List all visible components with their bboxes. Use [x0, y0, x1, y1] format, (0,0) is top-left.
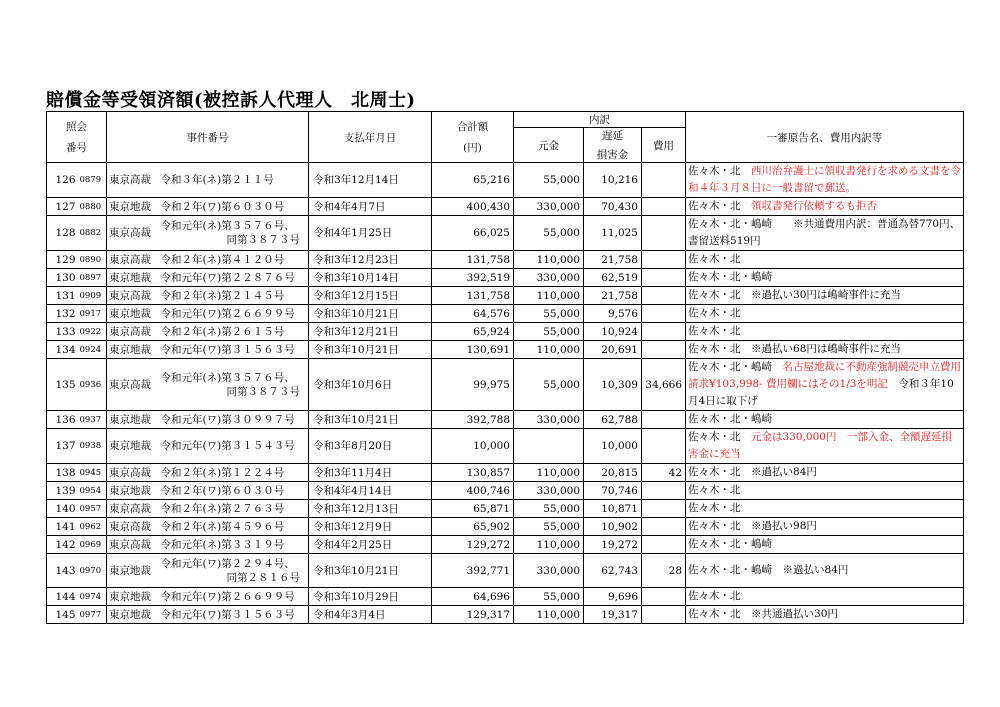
- row-delay-damages: 11,025: [584, 216, 642, 251]
- row-cost: [642, 536, 686, 554]
- row-case-number: [159, 216, 309, 251]
- row-cost: [642, 606, 686, 624]
- row-total: 130,691: [432, 341, 514, 359]
- row-cost: [642, 198, 686, 216]
- case-number-line1: 令和元年(ワ)第３１５４３号: [160, 440, 295, 452]
- table-row: [47, 606, 964, 624]
- case-number-line1: 令和２年(ワ)第６０３０号: [160, 200, 285, 213]
- row-court: 東京地裁: [107, 588, 159, 606]
- case-number-line1: 令和元年(ワ)第２２９４号、: [160, 557, 295, 570]
- row-delay-damages: 70,746: [584, 482, 642, 500]
- row-court: 東京地裁: [107, 606, 159, 624]
- row-court: 東京高裁: [107, 163, 159, 198]
- note-text: 佐々木・北: [688, 200, 752, 212]
- row-cost: [642, 287, 686, 305]
- row-delay-damages: 21,758: [584, 287, 642, 305]
- row-principal: 330,000: [514, 269, 584, 287]
- table-row: [47, 359, 964, 411]
- table-row: [47, 216, 964, 251]
- row-note: [686, 163, 964, 198]
- row-total: 130,857: [432, 464, 514, 482]
- row-case-number: [159, 588, 309, 606]
- note-text: 佐々木・北 ※共通過払い30円: [688, 608, 838, 620]
- row-delay-damages: 20,815: [584, 464, 642, 482]
- row-note: [686, 429, 964, 464]
- row-inquiry-code: 0954: [77, 482, 107, 500]
- header-breakdown: 内訳: [514, 112, 686, 128]
- case-number-line1: 令和２年(ネ)第４１２０号: [160, 253, 285, 266]
- row-note: [686, 251, 964, 269]
- row-note: [686, 323, 964, 341]
- table-row: [47, 536, 964, 554]
- row-case-number: [159, 606, 309, 624]
- row-total: 65,902: [432, 518, 514, 536]
- row-number: 142: [47, 536, 77, 554]
- header-total-line1: 合計額: [456, 121, 489, 133]
- row-court: 東京地裁: [107, 305, 159, 323]
- row-note: [686, 359, 964, 411]
- case-number-line1: 令和２年(ネ)第２７６３号: [160, 502, 285, 515]
- row-cost: [642, 518, 686, 536]
- row-inquiry-code: 0936: [77, 359, 107, 411]
- case-number-line1: 令和元年(ワ)第２６６９９号: [160, 590, 295, 603]
- case-number-line1: 令和３年(ネ)第２１１号: [160, 174, 274, 186]
- row-principal: 110,000: [514, 251, 584, 269]
- row-case-number: [159, 464, 309, 482]
- row-principal: 110,000: [514, 341, 584, 359]
- row-court: 東京高裁: [107, 323, 159, 341]
- note-text: 佐々木・北・嶋崎: [688, 538, 773, 550]
- row-cost: [642, 163, 686, 198]
- header-date: 支払年月日: [309, 112, 432, 163]
- row-inquiry-code: 0970: [77, 554, 107, 588]
- row-payment-date: 令和3年12月13日: [309, 500, 432, 518]
- row-total: 66,025: [432, 216, 514, 251]
- row-note: [686, 588, 964, 606]
- row-total: 129,317: [432, 606, 514, 624]
- row-number: 144: [47, 588, 77, 606]
- row-delay-damages: 20,691: [584, 341, 642, 359]
- row-total: 400,430: [432, 198, 514, 216]
- row-case-number: [159, 359, 309, 411]
- row-note: [686, 500, 964, 518]
- row-principal: 55,000: [514, 323, 584, 341]
- row-total: 131,758: [432, 287, 514, 305]
- header-principal: 元金: [514, 128, 584, 163]
- case-number-line2: 同第３８７３号: [226, 234, 300, 246]
- row-principal: 55,000: [514, 359, 584, 411]
- row-inquiry-code: 0909: [77, 287, 107, 305]
- table-row: [47, 251, 964, 269]
- row-payment-date: 令和3年12月23日: [309, 251, 432, 269]
- row-number: 143: [47, 554, 77, 588]
- row-note: [686, 606, 964, 624]
- row-payment-date: 令和3年12月9日: [309, 518, 432, 536]
- row-court: 東京地裁: [107, 411, 159, 429]
- row-inquiry-code: 0890: [77, 251, 107, 269]
- table-row: [47, 554, 964, 588]
- row-delay-damages: 10,000: [584, 429, 642, 464]
- row-case-number: [159, 198, 309, 216]
- row-cost: [642, 216, 686, 251]
- note-remark-red: 元金は330,000円 一部入金、全額遅延損害金に充当: [688, 431, 952, 460]
- row-delay-damages: 10,871: [584, 500, 642, 518]
- row-inquiry-code: 0924: [77, 341, 107, 359]
- row-court: 東京高裁: [107, 287, 159, 305]
- row-principal: 55,000: [514, 588, 584, 606]
- row-payment-date: 令和4年2月25日: [309, 536, 432, 554]
- row-total: 65,216: [432, 163, 514, 198]
- row-principal: 55,000: [514, 216, 584, 251]
- row-delay-damages: 10,902: [584, 518, 642, 536]
- header-note: 一審原告名、費用内訳等: [686, 112, 964, 163]
- row-number: 145: [47, 606, 77, 624]
- row-total: 392,788: [432, 411, 514, 429]
- row-total: 64,576: [432, 305, 514, 323]
- row-cost: [642, 269, 686, 287]
- row-delay-damages: 19,272: [584, 536, 642, 554]
- note-remark-red: 名古屋地裁に不動産強制競売申立費用請求¥103,998- 費用欄にはその1/3を明記: [688, 361, 962, 390]
- row-payment-date: 令和3年10月21日: [309, 411, 432, 429]
- table-row: [47, 305, 964, 323]
- header-case: 事件番号: [107, 112, 309, 163]
- row-total: 392,771: [432, 554, 514, 588]
- row-note: [686, 216, 964, 251]
- note-remark-red: 西川治弁護士に領収書発行を求める文書を令和４年３月８日に一般書留で郵送。: [688, 165, 962, 194]
- row-case-number: [159, 482, 309, 500]
- header-delay-line2: 損害金: [596, 149, 629, 161]
- header-total: [432, 112, 514, 163]
- row-court: 東京地裁: [107, 341, 159, 359]
- case-number-line1: 令和２年(ワ)第６０３０号: [160, 484, 285, 497]
- note-text: 佐々木・北・嶋崎: [688, 413, 773, 425]
- row-case-number: [159, 305, 309, 323]
- row-payment-date: 令和3年10月21日: [309, 341, 432, 359]
- note-text: 佐々木・北・嶋崎: [688, 271, 773, 283]
- row-number: 132: [47, 305, 77, 323]
- row-total: 392,519: [432, 269, 514, 287]
- row-court: 東京高裁: [107, 500, 159, 518]
- table-row: [47, 588, 964, 606]
- row-delay-damages: 9,576: [584, 305, 642, 323]
- row-note: [686, 287, 964, 305]
- note-text: 佐々木・北: [688, 502, 741, 514]
- row-payment-date: 令和3年11月4日: [309, 464, 432, 482]
- row-delay-damages: 62,743: [584, 554, 642, 588]
- row-number: 128: [47, 216, 77, 251]
- row-total: 10,000: [432, 429, 514, 464]
- row-number: 131: [47, 287, 77, 305]
- case-number-line1: 令和元年(ネ)第３５７６号、: [160, 371, 295, 384]
- row-payment-date: 令和3年8月20日: [309, 429, 432, 464]
- row-principal: 330,000: [514, 411, 584, 429]
- note-text: 佐々木・北: [688, 307, 741, 319]
- row-payment-date: 令和3年10月21日: [309, 554, 432, 588]
- row-court: 東京地裁: [107, 198, 159, 216]
- row-case-number: [159, 269, 309, 287]
- case-number-line1: 令和元年(ワ)第２６６９９号: [160, 307, 295, 320]
- row-note: [686, 411, 964, 429]
- row-cost: [642, 305, 686, 323]
- row-cost: [642, 323, 686, 341]
- row-payment-date: 令和4年1月25日: [309, 216, 432, 251]
- row-principal: 330,000: [514, 198, 584, 216]
- row-cost: 28: [642, 554, 686, 588]
- row-principal: 55,000: [514, 305, 584, 323]
- row-number: 140: [47, 500, 77, 518]
- row-court: 東京高裁: [107, 464, 159, 482]
- row-principal: 110,000: [514, 287, 584, 305]
- row-inquiry-code: 0917: [77, 305, 107, 323]
- row-inquiry-code: 0945: [77, 464, 107, 482]
- row-cost: [642, 251, 686, 269]
- row-principal: 55,000: [514, 500, 584, 518]
- note-text: 佐々木・北 ※過払い84円: [688, 466, 817, 478]
- row-inquiry-code: 0882: [77, 216, 107, 251]
- row-inquiry-code: 0957: [77, 500, 107, 518]
- header-total-line2: (円): [463, 142, 482, 154]
- note-text: 佐々木・北: [688, 590, 741, 602]
- row-number: 135: [47, 359, 77, 411]
- row-case-number: [159, 251, 309, 269]
- table-row: [47, 323, 964, 341]
- row-note: [686, 464, 964, 482]
- row-payment-date: 令和3年10月14日: [309, 269, 432, 287]
- header-no: [47, 112, 107, 163]
- row-principal: 55,000: [514, 518, 584, 536]
- row-cost: [642, 588, 686, 606]
- case-number-line1: 令和２年(ネ)第４５９６号: [160, 520, 285, 533]
- note-text: 佐々木・北: [688, 431, 752, 443]
- row-payment-date: 令和3年10月6日: [309, 359, 432, 411]
- note-text: 佐々木・北 ※過払い68円は嶋崎事件に充当: [688, 343, 901, 355]
- row-payment-date: 令和3年12月14日: [309, 163, 432, 198]
- row-court: 東京地裁: [107, 482, 159, 500]
- row-case-number: [159, 536, 309, 554]
- page-title: 賠償金等受領済額(被控訴人代理人 北周士): [46, 90, 416, 111]
- row-inquiry-code: 0922: [77, 323, 107, 341]
- row-inquiry-code: 0962: [77, 518, 107, 536]
- row-note: [686, 518, 964, 536]
- row-total: 400,746: [432, 482, 514, 500]
- row-number: 134: [47, 341, 77, 359]
- note-text: 佐々木・北: [688, 253, 741, 265]
- row-payment-date: 令和4年3月4日: [309, 606, 432, 624]
- row-number: 138: [47, 464, 77, 482]
- row-case-number: [159, 411, 309, 429]
- case-number-line1: 令和元年(ワ)第３０９９７号: [160, 413, 295, 426]
- row-total: 129,272: [432, 536, 514, 554]
- row-court: 東京高裁: [107, 518, 159, 536]
- case-number-line1: 令和元年(ワ)第３１５６３号: [160, 343, 295, 356]
- row-case-number: [159, 341, 309, 359]
- table-row: [47, 341, 964, 359]
- row-total: 65,924: [432, 323, 514, 341]
- row-cost: [642, 500, 686, 518]
- row-note: [686, 198, 964, 216]
- row-court: 東京高裁: [107, 216, 159, 251]
- row-payment-date: 令和3年12月21日: [309, 323, 432, 341]
- row-number: 139: [47, 482, 77, 500]
- table-row: [47, 411, 964, 429]
- row-inquiry-code: 0938: [77, 429, 107, 464]
- table-row: [47, 269, 964, 287]
- header-no-line1: 照会: [66, 121, 87, 133]
- row-note: [686, 554, 964, 588]
- row-court: 東京高裁: [107, 536, 159, 554]
- row-delay-damages: 10,216: [584, 163, 642, 198]
- table-row: [47, 198, 964, 216]
- row-payment-date: 令和4年4月7日: [309, 198, 432, 216]
- row-principal: 330,000: [514, 554, 584, 588]
- row-delay-damages: 21,758: [584, 251, 642, 269]
- row-inquiry-code: 0974: [77, 588, 107, 606]
- row-case-number: [159, 554, 309, 588]
- table-row: [47, 482, 964, 500]
- row-court: 東京地裁: [107, 269, 159, 287]
- note-text: 佐々木・北: [688, 165, 752, 177]
- note-text: 佐々木・北 ※過払い30円は嶋崎事件に充当: [688, 289, 901, 301]
- table-row: [47, 500, 964, 518]
- note-text: 佐々木・北: [688, 325, 741, 337]
- row-case-number: [159, 518, 309, 536]
- row-note: [686, 536, 964, 554]
- row-total: 64,696: [432, 588, 514, 606]
- note-text: 令和３年10月4日に取下げ: [688, 378, 954, 407]
- row-note: [686, 269, 964, 287]
- row-court: 東京地裁: [107, 429, 159, 464]
- row-number: 141: [47, 518, 77, 536]
- row-cost: [642, 429, 686, 464]
- row-case-number: [159, 163, 309, 198]
- note-text: 佐々木・北 ※過払い98円: [688, 520, 817, 532]
- row-delay-damages: 10,924: [584, 323, 642, 341]
- case-number-line2: 同第３８７３号: [226, 385, 300, 398]
- row-case-number: [159, 323, 309, 341]
- case-number-line1: 令和２年(ネ)第２１４５号: [160, 289, 285, 302]
- note-text: 佐々木・北・嶋崎 ※過払い84円: [688, 564, 849, 576]
- row-delay-damages: 70,430: [584, 198, 642, 216]
- row-principal: 110,000: [514, 536, 584, 554]
- row-delay-damages: 19,317: [584, 606, 642, 624]
- row-inquiry-code: 0977: [77, 606, 107, 624]
- row-number: 129: [47, 251, 77, 269]
- note-remark-red: 領収書発行依頼するも拒否: [751, 200, 878, 212]
- row-cost: 42: [642, 464, 686, 482]
- header-delay: [584, 128, 642, 163]
- row-payment-date: 令和3年10月29日: [309, 588, 432, 606]
- case-number-line1: 令和元年(ワ)第２２８７６号: [160, 271, 295, 284]
- case-number-line1: 令和２年(ネ)第２６１５号: [160, 325, 285, 338]
- row-payment-date: 令和3年12月15日: [309, 287, 432, 305]
- case-number-line1: 令和元年(ネ)第３３１９号: [160, 538, 285, 551]
- case-number-line1: 令和元年(ネ)第３５７６号、: [160, 220, 295, 232]
- table-row: [47, 464, 964, 482]
- row-case-number: [159, 287, 309, 305]
- header-cost: 費用: [642, 128, 686, 163]
- row-inquiry-code: 0897: [77, 269, 107, 287]
- row-total: 65,871: [432, 500, 514, 518]
- row-delay-damages: 62,788: [584, 411, 642, 429]
- note-text: 佐々木・北・嶋崎 ※共通費用内訳：普通為替770円、書留送料519円: [688, 218, 961, 247]
- row-court: 東京高裁: [107, 251, 159, 269]
- row-delay-damages: 62,519: [584, 269, 642, 287]
- row-payment-date: 令和3年10月21日: [309, 305, 432, 323]
- row-inquiry-code: 0969: [77, 536, 107, 554]
- case-number-line1: 令和２年(ネ)第１２２４号: [160, 466, 285, 479]
- case-number-line1: 令和元年(ワ)第３１５６３号: [160, 608, 295, 621]
- row-case-number: [159, 500, 309, 518]
- row-number: 136: [47, 411, 77, 429]
- row-delay-damages: 10,309: [584, 359, 642, 411]
- row-inquiry-code: 0880: [77, 198, 107, 216]
- row-court: 東京地裁: [107, 554, 159, 588]
- header-no-line2: 番号: [66, 142, 87, 154]
- note-text: 佐々木・北・嶋崎: [688, 361, 783, 373]
- row-inquiry-code: 0937: [77, 411, 107, 429]
- row-note: [686, 341, 964, 359]
- row-total: 99,975: [432, 359, 514, 411]
- row-note: [686, 482, 964, 500]
- row-payment-date: 令和4年4月14日: [309, 482, 432, 500]
- row-inquiry-code: 0879: [77, 163, 107, 198]
- row-principal: 110,000: [514, 464, 584, 482]
- row-cost: 34,666: [642, 359, 686, 411]
- row-principal: 330,000: [514, 482, 584, 500]
- row-principal: 110,000: [514, 606, 584, 624]
- row-principal: 55,000: [514, 163, 584, 198]
- row-cost: [642, 341, 686, 359]
- row-number: 133: [47, 323, 77, 341]
- row-number: 130: [47, 269, 77, 287]
- table-row: [47, 163, 964, 198]
- row-number: 137: [47, 429, 77, 464]
- table-row: [47, 518, 964, 536]
- row-case-number: [159, 429, 309, 464]
- row-cost: [642, 482, 686, 500]
- row-number: 127: [47, 198, 77, 216]
- row-cost: [642, 411, 686, 429]
- row-number: 126: [47, 163, 77, 198]
- header-delay-line1: 遅延: [602, 130, 623, 142]
- row-court: 東京高裁: [107, 359, 159, 411]
- row-note: [686, 305, 964, 323]
- row-principal: [514, 429, 584, 464]
- table-row: [47, 287, 964, 305]
- row-delay-damages: 9,696: [584, 588, 642, 606]
- table-row: [47, 429, 964, 464]
- note-text: 佐々木・北: [688, 484, 741, 496]
- payments-table: [46, 111, 964, 624]
- case-number-line2: 同第２８１６号: [226, 571, 300, 584]
- row-total: 131,758: [432, 251, 514, 269]
